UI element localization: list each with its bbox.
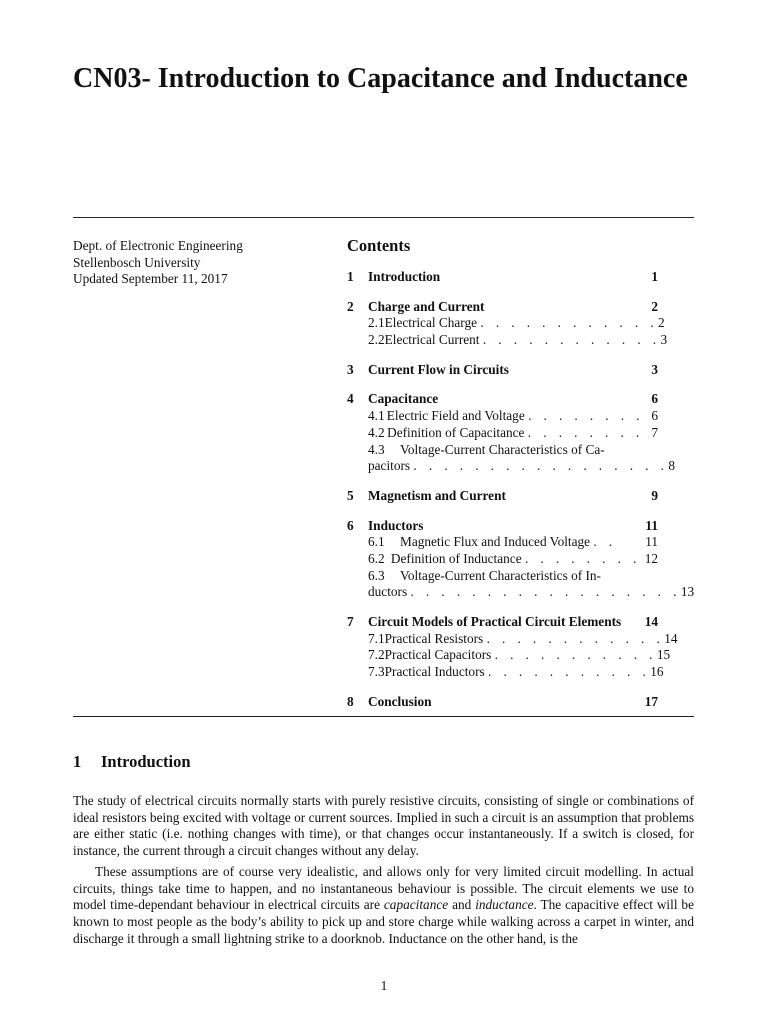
toc-entry[interactable] [347,299,658,316]
toc-subentry-label: Definition of Capacitance [387,424,525,440]
toc-subentry-label: Voltage-Current Characteristics of In- [400,567,601,583]
toc-subentry-page: 11 [645,534,658,550]
toc-entry-label: Circuit Models of Practical Circuit Elements [368,614,622,629]
toc-entry-num: 5 [347,487,354,503]
toc-subentry-number: 6.2 [368,550,385,566]
section-heading [73,752,191,772]
toc-subentry[interactable] [347,568,658,585]
toc-entry-label: Introduction [368,269,441,284]
toc-subentry-label-wrap [391,551,641,568]
toc-subentry-number: 4.2 [368,424,385,440]
document-title: CN03- Introduction to Capacitance and Inductance [73,63,688,94]
toc-section [347,269,658,286]
toc-section [347,488,658,505]
department: Dept. of Electronic Engineering [73,238,243,253]
toc-subentry[interactable] [347,332,668,349]
toc-section [347,694,658,711]
toc-leader-dots: . . . . . . . . . . . . [486,630,665,646]
section-body [73,793,694,951]
toc-list [347,269,695,710]
paragraph: The study of electrical circuits normally starts with purely resistive circuits, consisting of single or combinations of ideal resistors being excited with voltage or current sources. Implied in such a circuit is an assumption that problems are either static (i.e. nothing changes with time), or that changes occur instantaneously. If a switch is closed, for instance, the current through a circuit changes without any delay. [73,793,694,859]
toc-subentry[interactable] [347,315,665,332]
toc-leader-dots: . . . . . . . . . . . . [480,315,659,331]
page-number: 1 [380,978,388,993]
toc-entry-page: 1 [651,269,658,284]
toc-subentry-label-wrap [400,534,634,551]
toc-subentry-page: 3 [660,332,668,348]
toc-subentry-page: 16 [650,664,664,680]
toc-subentry-number: 2.1 [368,315,385,331]
toc-leader-dots: . . . . . . . . . . . . [482,332,661,348]
emphasis-capacitance: capacitance [383,897,449,913]
toc-subentry-label-wrap [385,315,658,332]
toc-subentry[interactable] [347,630,678,648]
toc-entry-page: 11 [645,517,658,533]
toc-subentry-number: 7.1 [368,630,385,646]
toc-section [347,391,675,474]
toc-leader-dots: . . . . . . . . . . . . . . . . . [413,458,669,474]
toc-entry-label: Inductors [368,517,424,533]
toc-entry-label: Current Flow in Circuits [368,361,509,377]
toc-entry[interactable] [347,694,658,711]
text-run: and [448,897,476,913]
toc-entry[interactable] [347,269,658,286]
toc-subentry[interactable] [347,647,671,664]
toc-leader-dots: . . . . . . . . [524,550,641,566]
toc-entry[interactable] [347,614,658,631]
toc-subentry[interactable] [347,664,664,681]
toc-leader-dots: . . . . . . . . . . . [494,647,657,663]
toc-subentry-page [634,442,658,459]
toc-subentry-label: Voltage-Current Characteristics of Ca- [400,441,605,457]
toc-subentry[interactable] [347,425,658,442]
toc-leader-dots: . . [593,534,617,550]
toc-subentry-label: Electrical Charge [384,315,478,331]
table-of-contents [347,236,695,723]
toc-leader-dots: . . . . . . . . [528,408,644,424]
toc-subentry-page: 12 [644,550,658,566]
toc-heading: Contents [347,236,411,255]
toc-subentry[interactable] [347,458,675,475]
bottom-divider [73,716,694,717]
toc-entry-num: 7 [347,614,354,629]
toc-subentry-page: 15 [656,647,671,663]
toc-entry-label: Capacitance [368,391,439,407]
toc-subentry-page: 14 [664,630,678,646]
paragraph [73,864,694,948]
toc-entry-page: 14 [644,614,658,629]
toc-entry-label: Charge and Current [368,298,485,314]
toc-entry-num: 4 [347,391,354,407]
toc-subentry-number: 6.3 [368,567,385,583]
toc-subentry-label-wrap [387,425,644,442]
toc-subentry-label-wrap [400,568,634,585]
toc-entry-num: 8 [347,693,354,709]
toc-subentry-number: 7.2 [368,647,385,663]
author-info [73,238,323,288]
updated-date: Updated September 11, 2017 [73,271,228,286]
toc-subentry-label-wrap [368,458,668,475]
toc-subentry-label: Practical Inductors [384,664,485,680]
toc-subentry-label: ductors [368,584,408,600]
toc-entry-page: 2 [651,298,658,314]
toc-subentry-page: 8 [668,458,675,474]
toc-entry-page: 6 [651,391,658,407]
toc-subentry-label-wrap [385,332,661,349]
toc-entry-page: 9 [651,487,658,503]
toc-entry-page: 3 [651,361,658,377]
text-run: These assumptions are of course very idealistic, and allows only for very limited circuit modelling. In actual circuits, things take time to happen, and no instantaneous behaviour is possible. The circuit elements we use to model time-dependant behaviour in electrical circuits are [73,863,694,913]
toc-subentry-label-wrap [387,408,644,425]
text-run: . The capacitive effect will be known to most people as the body’s ability to pick up and store charge while walking across a carpet in winter, and discharge it through a small lightning strike to a doorknob. Inductance on the other hand, is the [73,897,694,946]
toc-subentry-label: Practical Resistors [384,630,484,646]
toc-subentry-page: 7 [651,424,658,440]
toc-section [347,517,695,601]
toc-subentry-label: pacitors [368,458,411,474]
toc-entry-num: 6 [347,517,354,533]
toc-subentry-page: 2 [658,315,665,331]
toc-entry-num: 3 [347,361,354,377]
toc-entry-label: Conclusion [368,693,432,709]
toc-subentry-label: Electrical Current [384,332,480,348]
toc-section [347,298,668,349]
toc-subentry-number: 4.1 [368,408,385,424]
toc-subentry-label-wrap [400,442,634,459]
toc-subentry-page: 6 [651,408,658,424]
toc-leader-dots: . . . . . . . . . . . . . . . . . . [410,584,681,600]
toc-subentry-label: Electric Field and Voltage [386,408,525,424]
emphasis-inductance: inductance [475,897,534,913]
toc-section [347,362,658,379]
toc-subentry[interactable] [347,442,658,459]
toc-entry[interactable] [347,362,658,379]
toc-subentry-label-wrap [385,631,665,648]
toc-subentry-label: Practical Capacitors [384,647,492,663]
university: Stellenbosch University [73,254,201,270]
toc-subentry-label-wrap [385,664,651,681]
toc-leader-dots: . . . . . . . . [527,424,644,440]
toc-entry-page: 17 [644,693,658,709]
toc-subentry-label: Magnetic Flux and Induced Voltage [400,534,591,550]
top-divider [73,217,694,218]
section-number: 1 [73,752,82,771]
toc-subentry[interactable] [347,584,695,601]
section-title: Introduction [101,752,191,771]
toc-subentry-label: Definition of Inductance [390,550,522,566]
toc-entry-num: 1 [347,269,354,284]
toc-section [347,614,678,681]
toc-entry[interactable] [347,488,658,505]
toc-subentry[interactable] [347,551,658,568]
toc-subentry-number: 2.2 [368,332,385,348]
toc-entry-label: Magnetism and Current [368,487,506,503]
toc-entry[interactable] [347,518,658,535]
toc-subentry-page: 13 [680,584,695,600]
toc-subentry-number: 4.3 [368,441,385,457]
toc-entry-num: 2 [347,298,354,314]
toc-entry[interactable] [347,391,658,408]
toc-subentry-number: 7.3 [368,664,385,680]
toc-subentry-label-wrap [385,647,657,664]
toc-leader-dots: . . . . . . . . . . . [488,664,651,680]
toc-subentry[interactable] [347,408,658,425]
toc-subentry[interactable] [347,534,658,551]
toc-subentry-page [634,568,658,585]
toc-subentry-number: 6.1 [368,534,385,550]
toc-subentry-label-wrap [368,584,681,601]
